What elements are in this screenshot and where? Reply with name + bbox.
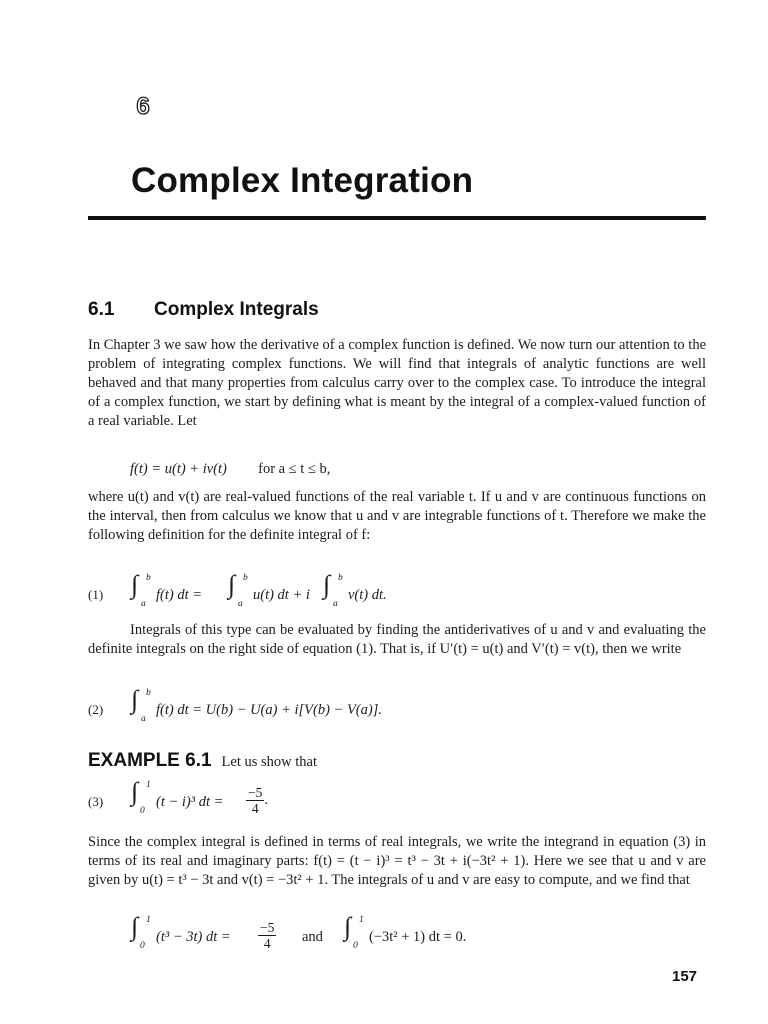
fraction-denominator: 4 (251, 801, 259, 816)
upper-limit: 1 (359, 915, 364, 925)
equation-real-part: (t³ − 3t) dt = (156, 929, 231, 945)
upper-limit: 1 (146, 915, 151, 925)
section-title: Complex Integrals (154, 299, 319, 320)
example-label: EXAMPLE 6.1 (88, 750, 212, 771)
integral-sign: ∫ (131, 570, 139, 599)
lower-limit: a (141, 599, 146, 609)
fraction-minus-five-quarters (246, 785, 268, 816)
paragraph-definition: where u(t) and v(t) are real-valued functions of the real variable t. If u and v are continuous functions on the interval, then from calculus we know that u and v are integrable functions of t. Therefore we make the following definition for the definite integral of f: (88, 489, 706, 543)
equation-3-period: . (264, 792, 268, 809)
equation-1-part2: u(t) dt + i (253, 587, 310, 603)
integral-sign: ∫ (344, 912, 352, 941)
fraction-numerator: −5 (260, 920, 275, 935)
title-rule (88, 216, 706, 220)
example-heading (88, 749, 317, 774)
upper-limit: b (146, 573, 151, 583)
lower-limit: 0 (353, 941, 358, 951)
equation-definition (130, 460, 330, 479)
lower-limit: a (238, 599, 243, 609)
lower-limit: a (141, 714, 146, 724)
equation-imaginary-part: (−3t² + 1) dt = 0. (369, 929, 467, 945)
equation-1-part3: v(t) dt. (348, 587, 387, 603)
paragraph-example-solution: Since the complex integral is defined in terms of real integrals, we write the integrand in equation (3) in terms of its real and imaginary parts: f(t) = (t − i)³ = t³ − 3t + i(−3t² + 1). Here we see that u and v are given by u(t) = t³ − 3t and v(t) = −3t² + 1. The integrals of u and v are easy to compute, and we find that (88, 834, 706, 888)
equation-2-label: (2) (88, 702, 104, 717)
lower-limit: a (333, 599, 338, 609)
fraction-denominator: 4 (263, 936, 271, 951)
upper-limit: b (146, 688, 151, 698)
upper-limit: 1 (146, 780, 151, 790)
example-intro: Let us show that (221, 754, 317, 770)
lower-limit: 0 (140, 806, 145, 816)
equation-2-body: f(t) dt = U(b) − U(a) + i[V(b) − V(a)]. (156, 702, 382, 718)
section-heading (88, 298, 319, 322)
integral-sign: ∫ (323, 570, 331, 599)
paragraph-evaluation: Integrals of this type can be evaluated by finding the antiderivatives of u and v and evaluating the definite integrals on the right side of equation (1). That is, if U′(t) = u(t) and V′(t) = v(t), then we write (88, 622, 706, 657)
upper-limit: b (338, 573, 343, 583)
fraction-minus-five-quarters (258, 920, 276, 951)
integral-sign: ∫ (228, 570, 236, 599)
definition-expression: f(t) = u(t) + iv(t) (130, 461, 227, 477)
and-word: and (302, 929, 323, 945)
integral-sign: ∫ (131, 912, 139, 941)
chapter-title: Complex Integration (131, 161, 474, 200)
equation-1-part1: f(t) dt = (156, 587, 203, 603)
equation-3-body: (t − i)³ dt = (156, 794, 224, 810)
chapter-number: 6 (136, 93, 150, 120)
section-number: 6.1 (88, 299, 115, 320)
fraction-numerator: −5 (248, 785, 263, 800)
page-number: 157 (672, 968, 698, 985)
integral-sign: ∫ (131, 777, 139, 806)
upper-limit: b (243, 573, 248, 583)
definition-condition: for a ≤ t ≤ b, (258, 461, 331, 477)
lower-limit: 0 (140, 941, 145, 951)
equation-1-label: (1) (88, 587, 104, 602)
integral-sign: ∫ (131, 685, 139, 714)
paragraph-intro: In Chapter 3 we saw how the derivative of a complex function is defined. We now turn our attention to the problem of integrating complex functions. We will find that integrals of analytic functions are well behaved and that many properties from calculus carry over to the complex case. To introduce the integral of a complex function, we start by defining what is meant by the integral of a complex-valued function of a real variable. Let (88, 337, 706, 429)
equation-3-label: (3) (88, 794, 104, 809)
